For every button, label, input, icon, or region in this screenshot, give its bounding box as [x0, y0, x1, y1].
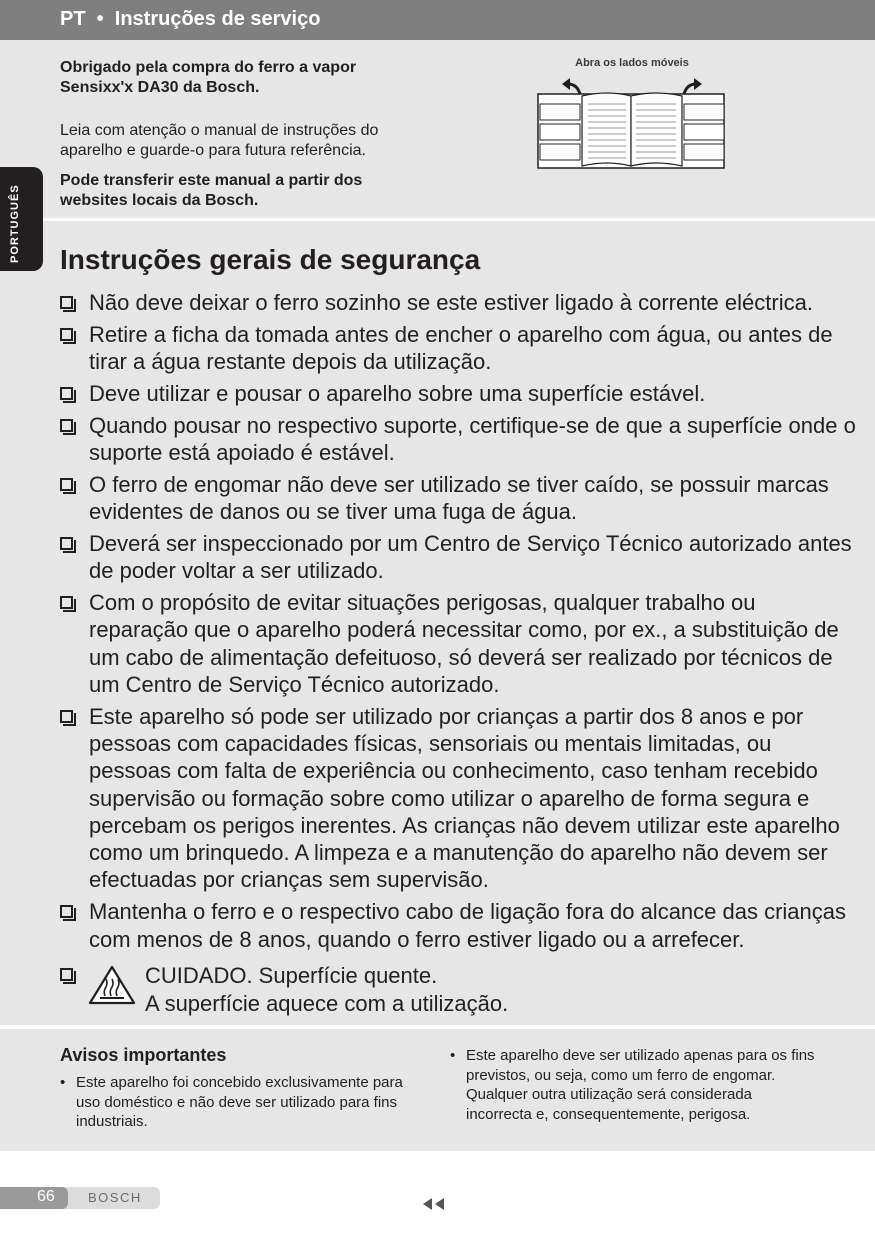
safety-title: Instruções gerais de segurança [60, 244, 481, 275]
checkbox-icon [60, 419, 73, 432]
notice-right [450, 1046, 820, 1124]
language-tab [0, 167, 43, 271]
intro-thanks: Obrigado pela compra do ferro a vapor Sensixx'x DA30 da Bosch. [60, 59, 357, 96]
header-title: PT • Instruções de serviço [60, 8, 321, 30]
safety-item [58, 703, 858, 894]
language-tab-label: PORTUGUÊS [9, 184, 21, 263]
checkbox-icon [60, 296, 73, 309]
safety-item [58, 380, 858, 407]
checkbox-icon [60, 710, 73, 723]
safety-item-text: Deve utilizar e pousar o aparelho sobre uma superfície estável. [89, 380, 706, 406]
safety-item [58, 321, 858, 376]
bullet-icon: • [450, 1047, 456, 1064]
safety-item [58, 412, 858, 467]
figure-label: Abra os lados móveis [575, 57, 689, 69]
checkbox-icon [60, 968, 73, 981]
caution-line-1: CUIDADO. Superfície quente. [145, 963, 438, 988]
page-number-box [0, 1187, 68, 1209]
checkbox-icon [60, 328, 73, 341]
notices-title: Avisos importantes [60, 1045, 227, 1065]
checkbox-icon [60, 905, 73, 918]
safety-item [58, 589, 858, 698]
checkbox-icon [60, 537, 73, 550]
safety-item [58, 289, 858, 316]
notice-left-text: Este aparelho foi concebido exclusivamente para uso doméstico e não deve ser utilizado para fins industriais. [76, 1074, 403, 1130]
intro-download: Pode transferir este manual a partir dos websites locais da Bosch. [60, 172, 363, 209]
caution-line-2: A superfície aquece com a utilização. [145, 990, 509, 1016]
brand-name: BOSCH [88, 1190, 142, 1205]
open-manual-illustration [532, 72, 732, 172]
safety-item-text: Retire a ficha da tomada antes de encher o aparelho com água, ou antes de tirar a água restante depois da utilização. [89, 321, 833, 375]
safety-item-text: Mantenha o ferro e o respectivo cabo de ligação fora do alcance das crianças com menos de 8 anos, quando o ferro estiver ligado ou a arrefecer. [89, 899, 847, 952]
previous-page-arrows-icon[interactable] [423, 1197, 447, 1211]
hot-surface-warning-icon [88, 965, 136, 1005]
safety-item-text: Não deve deixar o ferro sozinho se este estiver ligado à corrente eléctrica. [89, 290, 813, 315]
safety-item-text: Quando pousar no respectivo suporte, certifique-se de que a superfície onde o suporte está apoiado é estável. [89, 412, 856, 465]
caution-text [145, 962, 508, 1017]
safety-item-text: Com o propósito de evitar situações perigosas, qualquer trabalho ou reparação que o aparelho poderá necessitar como, por ex., a substituição de um cabo de alimentação defeituoso, só deverá ser realizado por técnicos de um Centro de Serviço Técnico autorizado. [89, 589, 839, 697]
safety-item [58, 898, 858, 953]
notice-left [60, 1073, 420, 1132]
safety-item-text: O ferro de engomar não deve ser utilizado se tiver caído, se possuir marcas evidentes de danos ou se tiver uma fuga de água. [89, 471, 829, 525]
intro-read: Leia com atenção o manual de instruções do aparelho e guarde-o para futura referência. [60, 122, 379, 159]
bullet-icon: • [60, 1074, 66, 1091]
safety-item [58, 471, 858, 526]
safety-list [58, 289, 858, 957]
safety-item [58, 530, 858, 585]
checkbox-icon [60, 387, 73, 400]
checkbox-icon [60, 478, 73, 491]
notice-right-text: Este aparelho deve ser utilizado apenas para os fins previstos, ou seja, como um ferro de engomar. Qualquer outra utilização será considerada incorrecta e, consequentemente, perigosa. [466, 1047, 815, 1123]
safety-item-text: Deverá ser inspeccionado por um Centro de Serviço Técnico autorizado antes de poder voltar a ser utilizado. [89, 530, 852, 584]
safety-item-text: Este aparelho só pode ser utilizado por crianças a partir dos 8 anos e por pessoas com capacidades físicas, sensoriais ou mentais limitadas, ou pessoas com falta de experiência ou conhecimento, caso tenham recebido supervisão ou formação sobre como utilizar o aparelho de forma segura e percebam os perigos inerentes. As crianças não devem utilizar este aparelho como um brinquedo. A limpeza e a manutenção do aparelho não devem ser efectuadas por crianças sem supervisão. [89, 703, 840, 893]
caution-item [58, 962, 858, 1014]
page-number: 66 [37, 1188, 55, 1205]
checkbox-icon [60, 596, 73, 609]
